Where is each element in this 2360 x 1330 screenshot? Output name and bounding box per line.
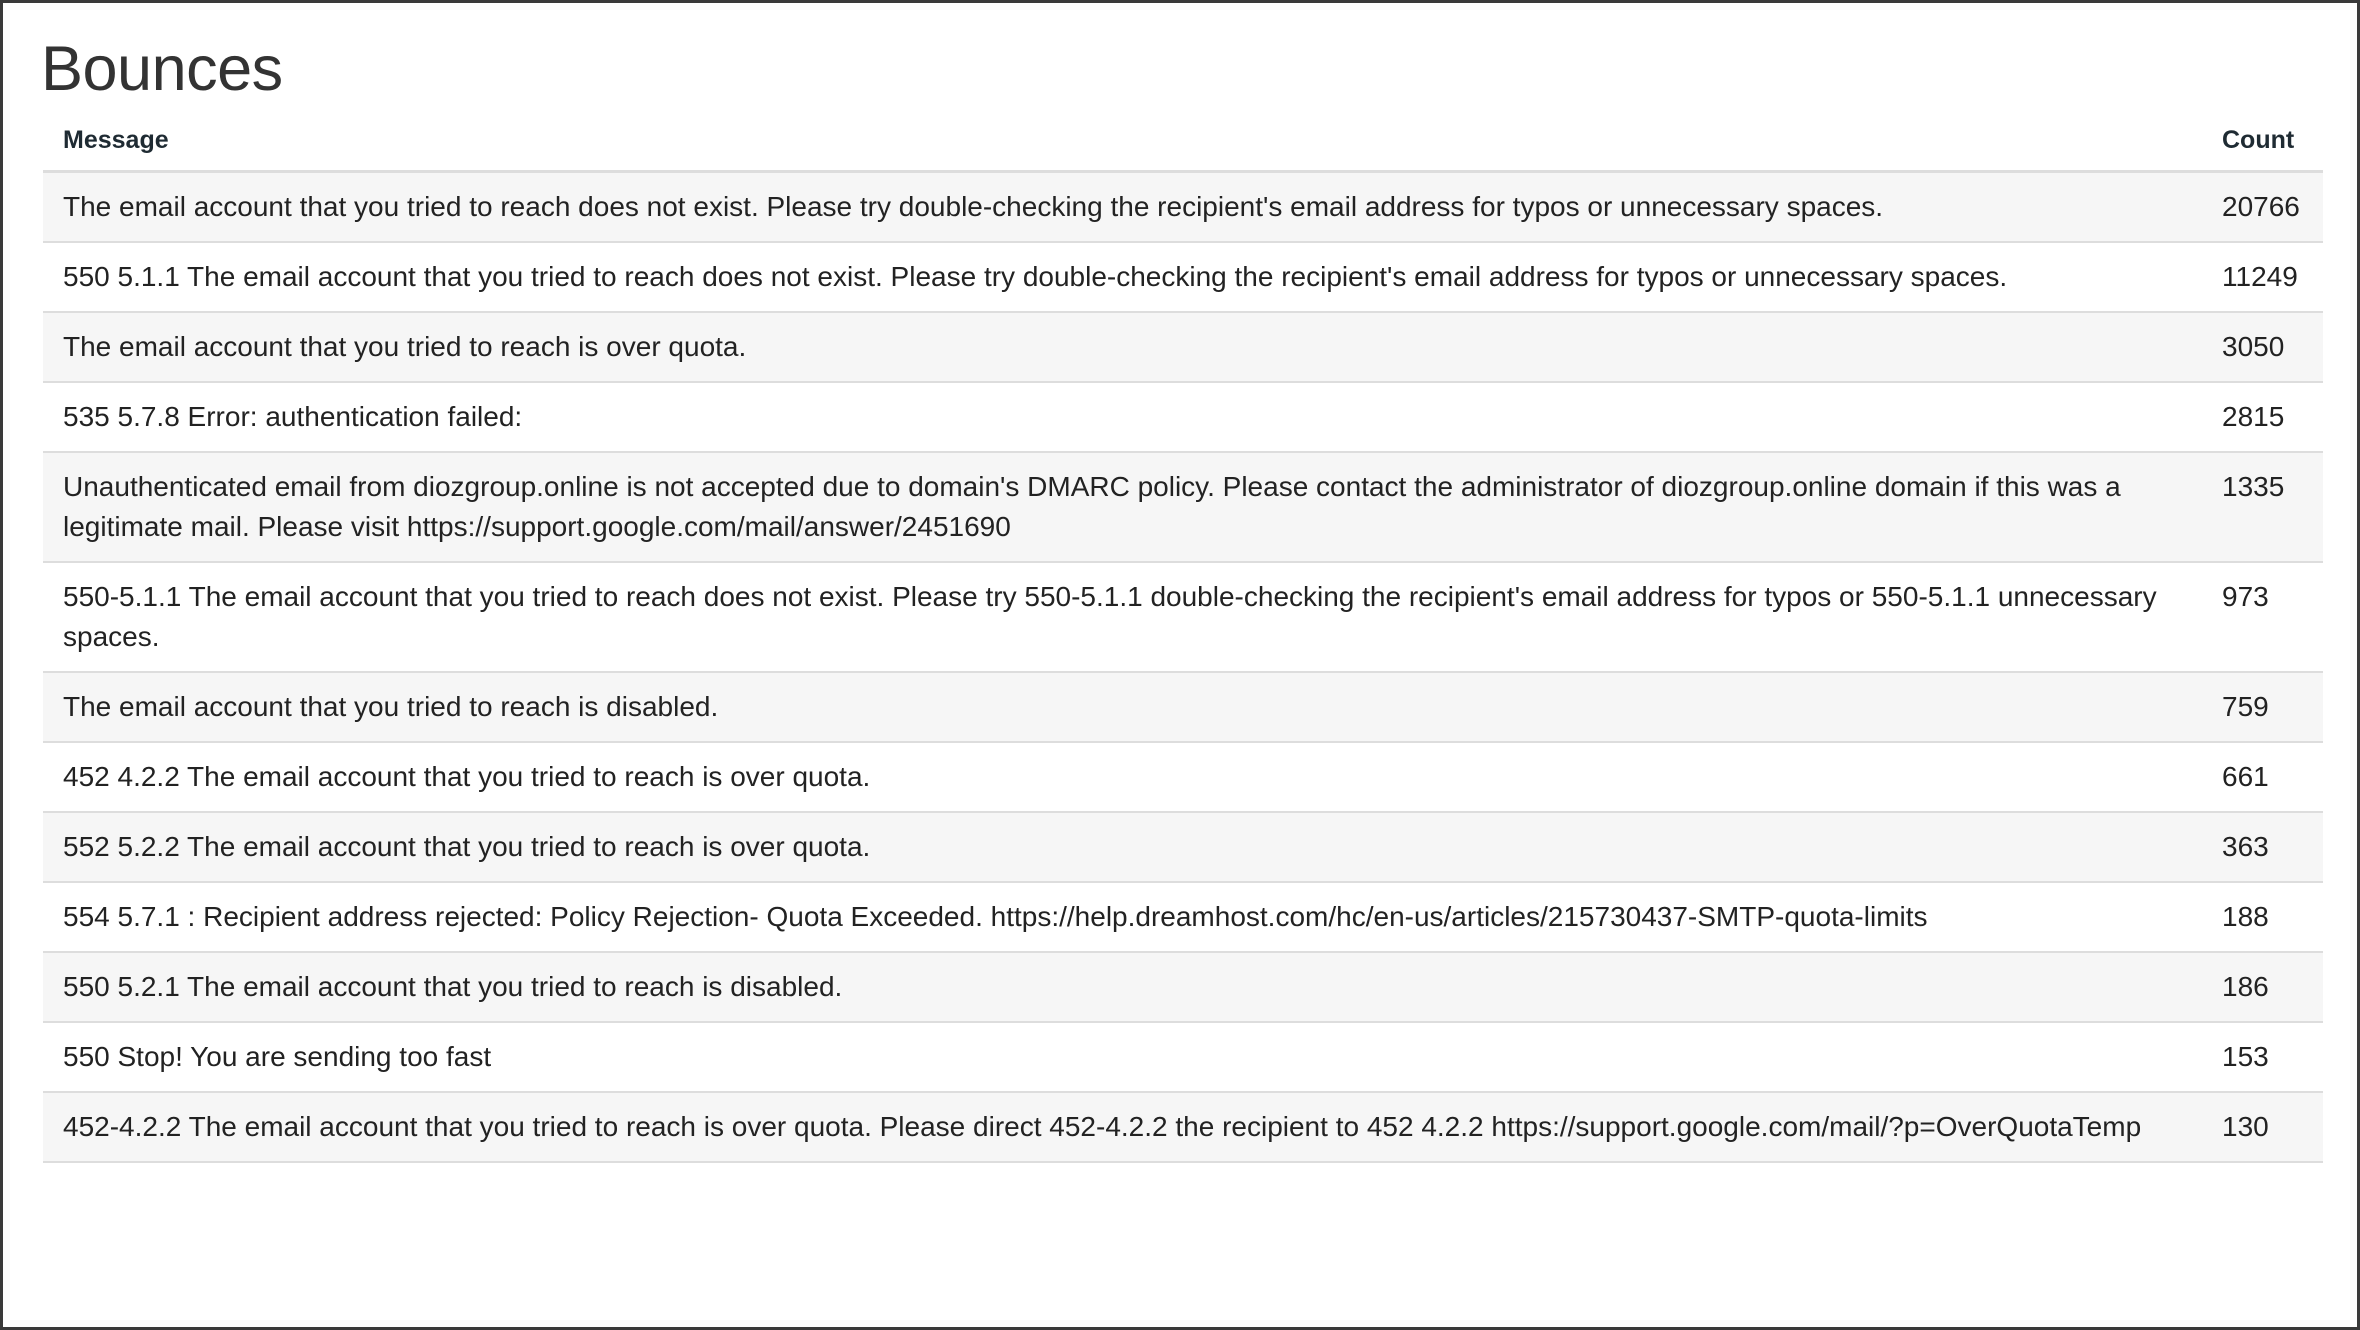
bounce-message-cell: 535 5.7.8 Error: authentication failed: xyxy=(43,382,2202,452)
bounce-count-cell: 363 xyxy=(2202,812,2323,882)
bounce-message-cell: The email account that you tried to reach is over quota. xyxy=(43,312,2202,382)
bounce-message-cell: Unauthenticated email from diozgroup.online is not accepted due to domain's DMARC policy. Please contact the administrator of diozgroup.online domain if this was a legitimate mail. Please visit https://support.google.com/mail/answer/2451690 xyxy=(43,452,2202,562)
bounce-message-cell: 550 5.1.1 The email account that you tried to reach does not exist. Please try double-checking the recipient's email address for typos or unnecessary spaces. xyxy=(43,242,2202,312)
bounce-count-cell: 130 xyxy=(2202,1092,2323,1162)
column-header-count[interactable]: Count xyxy=(2202,113,2323,172)
table-row xyxy=(43,382,2323,452)
bounce-count-cell: 3050 xyxy=(2202,312,2323,382)
bounce-count-cell: 661 xyxy=(2202,742,2323,812)
table-header-row xyxy=(43,113,2323,172)
bounce-count-cell: 153 xyxy=(2202,1022,2323,1092)
bounce-count-cell: 759 xyxy=(2202,672,2323,742)
bounce-count-cell: 2815 xyxy=(2202,382,2323,452)
bounce-message-cell: 554 5.7.1 : Recipient address rejected: Policy Rejection- Quota Exceeded. https://help.dreamhost.com/hc/en-us/articles/215730437-SMTP-quota-limits xyxy=(43,882,2202,952)
bounce-count-cell: 973 xyxy=(2202,562,2323,672)
table-header xyxy=(43,113,2323,172)
bounce-message-cell: 452-4.2.2 The email account that you tried to reach is over quota. Please direct 452-4.2.2 the recipient to 452 4.2.2 https://support.google.com/mail/?p=OverQuotaTemp xyxy=(43,1092,2202,1162)
table-row xyxy=(43,1022,2323,1092)
table-body xyxy=(43,172,2323,1163)
table-row xyxy=(43,172,2323,243)
table-row xyxy=(43,1092,2323,1162)
bounce-message-cell: 552 5.2.2 The email account that you tried to reach is over quota. xyxy=(43,812,2202,882)
table-row xyxy=(43,742,2323,812)
table-row xyxy=(43,312,2323,382)
table-row xyxy=(43,242,2323,312)
bounce-message-cell: 452 4.2.2 The email account that you tried to reach is over quota. xyxy=(43,742,2202,812)
table-row xyxy=(43,452,2323,562)
bounce-message-cell: 550 5.2.1 The email account that you tried to reach is disabled. xyxy=(43,952,2202,1022)
bounce-message-cell: 550-5.1.1 The email account that you tried to reach does not exist. Please try 550-5.1.1 double-checking the recipient's email address for typos or 550-5.1.1 unnecessary spaces. xyxy=(43,562,2202,672)
table-row xyxy=(43,882,2323,952)
page-title: Bounces xyxy=(41,34,283,104)
bounce-count-cell: 11249 xyxy=(2202,242,2323,312)
bounce-message-cell: 550 Stop! You are sending too fast xyxy=(43,1022,2202,1092)
bounce-count-cell: 1335 xyxy=(2202,452,2323,562)
table-row xyxy=(43,952,2323,1022)
bounce-count-cell: 20766 xyxy=(2202,172,2323,243)
bounce-count-cell: 186 xyxy=(2202,952,2323,1022)
bounce-message-cell: The email account that you tried to reach does not exist. Please try double-checking the recipient's email address for typos or unnecessary spaces. xyxy=(43,172,2202,243)
bounce-count-cell: 188 xyxy=(2202,882,2323,952)
bounces-table xyxy=(43,113,2323,1163)
table-row xyxy=(43,812,2323,882)
table-row xyxy=(43,562,2323,672)
bounce-message-cell: The email account that you tried to reach is disabled. xyxy=(43,672,2202,742)
table-row xyxy=(43,672,2323,742)
column-header-message[interactable]: Message xyxy=(43,113,2202,172)
